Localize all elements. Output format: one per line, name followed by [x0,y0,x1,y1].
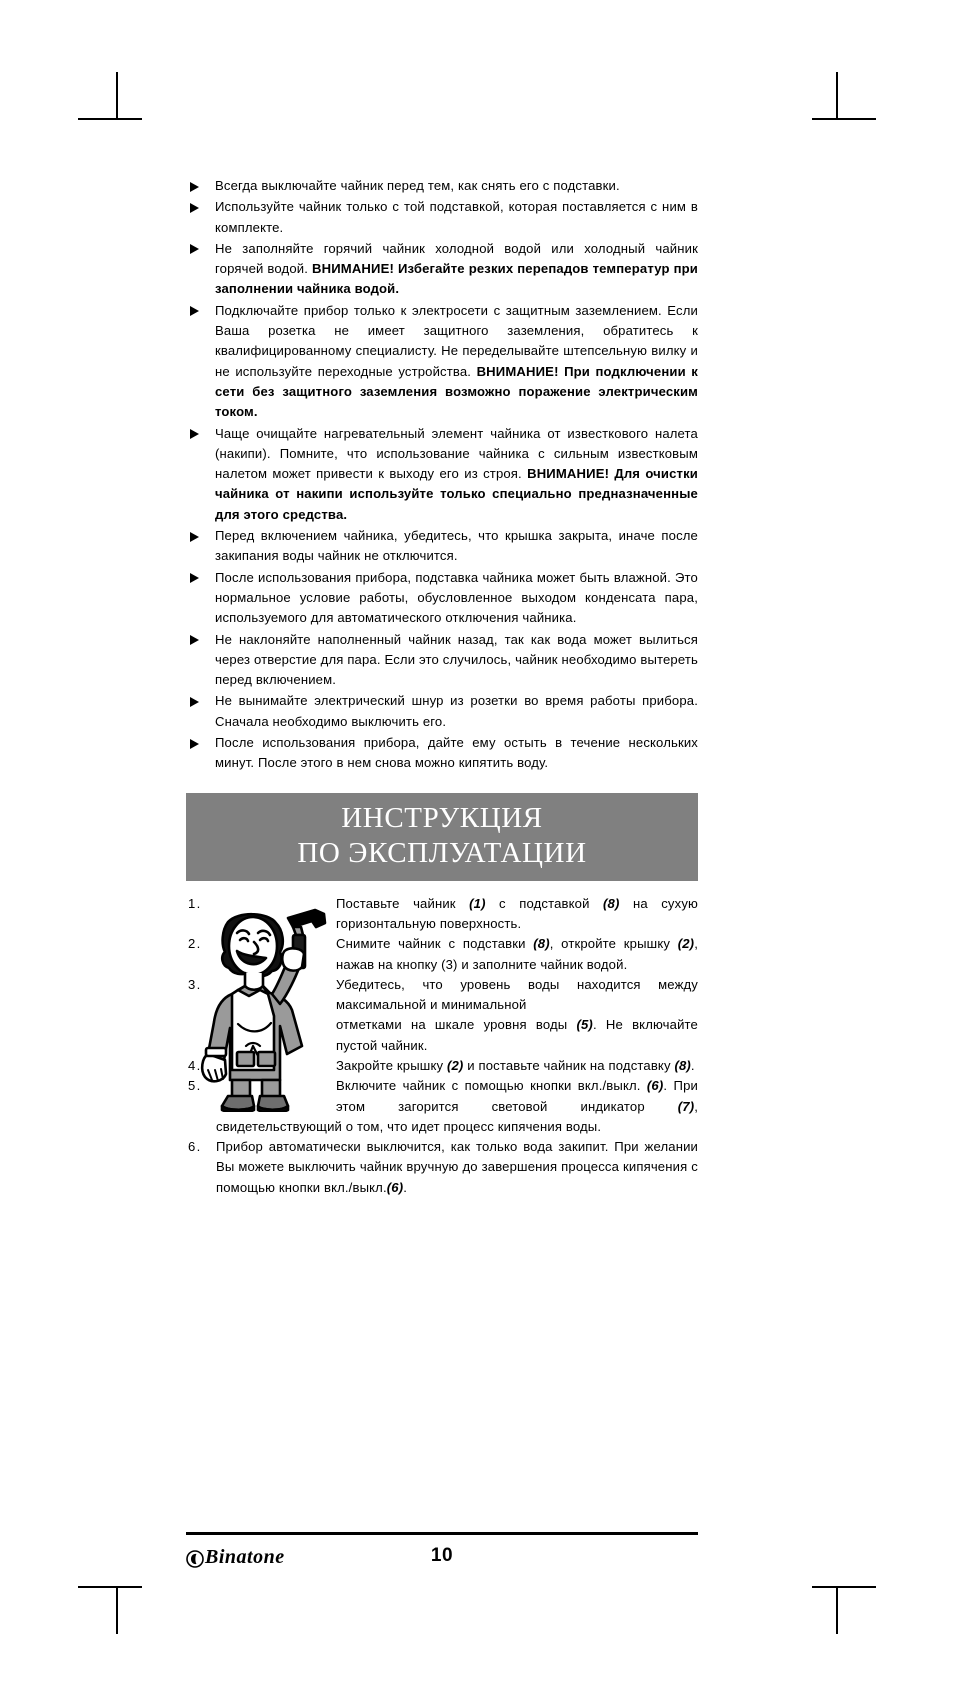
instruction-step [186,1056,698,1076]
instruction-steps-bottom [186,1056,698,1198]
warning-text: Чаще очищайте нагревательный элемент чайника от известкового налета (накипи). Помните, что использование чайника с сильным известковым налетом может привести к выходу его из строя. [215,425,698,482]
triangle-bullet-icon [190,182,199,192]
crop-mark-bottom-left [78,1586,142,1634]
step-text: , откройте крышку [549,936,678,952]
part-reference: (8) [674,1057,691,1073]
step-text: Закройте крышку [336,1057,447,1073]
warning-text: Не заполняйте горячий чайник холодной водой или холодный чайник горячей водой. [215,240,698,277]
step-text: Снимите чайник с подставки [336,936,534,952]
step-text: Прибор автоматически выключится, как только вода закипит. При желании Вы можете выключить чайник вручную до завершения процесса кипячения с помощью кнопки вкл./выкл. [216,1139,698,1195]
crop-mark-bottom-right [812,1586,876,1634]
part-reference: (8) [533,936,550,952]
step-text: , нажав на кнопку (3) и заполните чайник водой. [336,936,698,972]
instruction-step [186,975,698,1016]
step-number: 6. [188,1139,202,1155]
part-reference: (2) [677,936,695,952]
warning-item [186,568,698,629]
warning-item [186,301,698,423]
step-text: Включите чайник с помощью кнопки вкл./выкл. [336,1078,647,1094]
triangle-bullet-icon [190,697,199,707]
step-text: , свидетельствующий о том, что идет процесс кипячения воды. [216,1098,698,1134]
instruction-step [186,934,698,975]
triangle-bullet-icon [190,739,199,749]
triangle-bullet-icon [190,306,199,316]
triangle-bullet-icon [190,635,199,645]
triangle-bullet-icon [190,429,199,439]
warning-item [186,239,698,300]
warning-item [186,733,698,774]
instruction-step [186,894,698,935]
crop-mark-top-right [812,72,876,120]
triangle-bullet-icon [190,244,199,254]
warning-item [186,691,698,732]
warning-emphasis: ВНИМАНИЕ! Избегайте резких перепадов температур при заполнении чайника водой. [215,261,698,297]
warning-item [186,197,698,238]
step-text: . [403,1179,407,1195]
step-text: и поставьте чайник на подставку [463,1057,675,1073]
instruction-steps-top [186,894,698,1016]
banner-line-1: ИНСТРУКЦИЯ [341,801,543,834]
page-footer [186,1532,698,1575]
safety-warnings-list [186,176,698,774]
step-number: 3. [188,976,202,992]
step-text: отметками на шкале уровня воды [336,1017,577,1033]
step-text: на сухую горизонтальную поверхность. [336,895,698,931]
instruction-step [186,1076,698,1137]
warning-text: После использования прибора, подставка чайника может быть влажной. Это нормальное условие работы, обусловленное выходом конденсата пара, используемого для автоматического отключения чайника. [215,569,698,626]
warning-text: После использования прибора, дайте ему остыть в течение нескольких минут. После этого в нем снова можно кипятить воду. [215,735,698,771]
part-reference: (7) [677,1098,695,1114]
warning-text: Не вынимайте электрический шнур из розетки во время работы прибора. Сначала необходимо выключить его. [215,693,698,729]
warning-item [186,176,698,196]
warning-text: Перед включением чайника, убедитесь, что крышка закрыта, иначе после закипания воды чайник не отключится. [215,528,698,564]
warning-text: Не наклоняйте наполненный чайник назад, так как вода может вылиться через отверстие для пара. Если это случилось, чайник необходимо вытереть перед включением. [215,631,698,688]
banner-line-2: ПО ЭКСПЛУАТАЦИИ [297,836,587,869]
step-text: . Не включайте пустой чайник. [336,1017,698,1053]
warning-item [186,424,698,525]
step-text: . [690,1057,695,1073]
warning-text: Подключайте прибор только к электросети с защитным заземлением. Если Ваша розетка не имеет защитного заземления, обратитесь к квалифицированному специалисту. Не переделывайте штепсельную вилку и не используйте переходные устройства. [215,302,698,379]
warning-item [186,630,698,691]
part-reference: (1) [469,895,486,911]
part-reference: (6) [386,1179,404,1195]
page-content [186,176,698,1198]
warning-item [186,526,698,567]
part-reference: (5) [576,1017,593,1033]
footer-row [186,1535,698,1575]
warning-text: Используйте чайник только с той подставкой, которая поставляется с ним в комплекте. [215,199,698,235]
step-number: 2. [188,936,202,952]
warning-emphasis: ВНИМАНИЕ! При подключении к сети без защитного заземления возможно поражение электрическим током. [215,363,698,420]
brand-wordmark: Binatone [205,1546,285,1568]
step-text: . При этом загорится световой индикатор [336,1078,698,1114]
step-text: Убедитесь, что уровень воды находится между максимальной и минимальной [336,976,698,1013]
step-text: с подставкой [485,895,604,911]
warning-emphasis: ВНИМАНИЕ! Для очистки чайника от накипи используйте только специально предназначенные для этого средства. [215,466,698,522]
part-reference: (8) [603,895,620,911]
crop-mark-top-left [78,72,142,120]
step-text: Поставьте чайник [336,895,470,911]
warning-text: Всегда выключайте чайник перед тем, как снять его с подставки. [215,178,620,193]
part-reference: (2) [446,1057,464,1073]
step-number: 4. [188,1057,202,1073]
part-reference: (6) [646,1078,664,1094]
section-banner [186,793,698,881]
operating-instructions [186,894,698,1198]
triangle-bullet-icon [190,532,199,542]
triangle-bullet-icon [190,203,199,213]
instruction-step [186,1137,698,1198]
step-number: 1. [188,895,202,911]
step-number: 5. [188,1078,202,1094]
page-number: 10 [430,1545,454,1566]
triangle-bullet-icon [190,573,199,583]
